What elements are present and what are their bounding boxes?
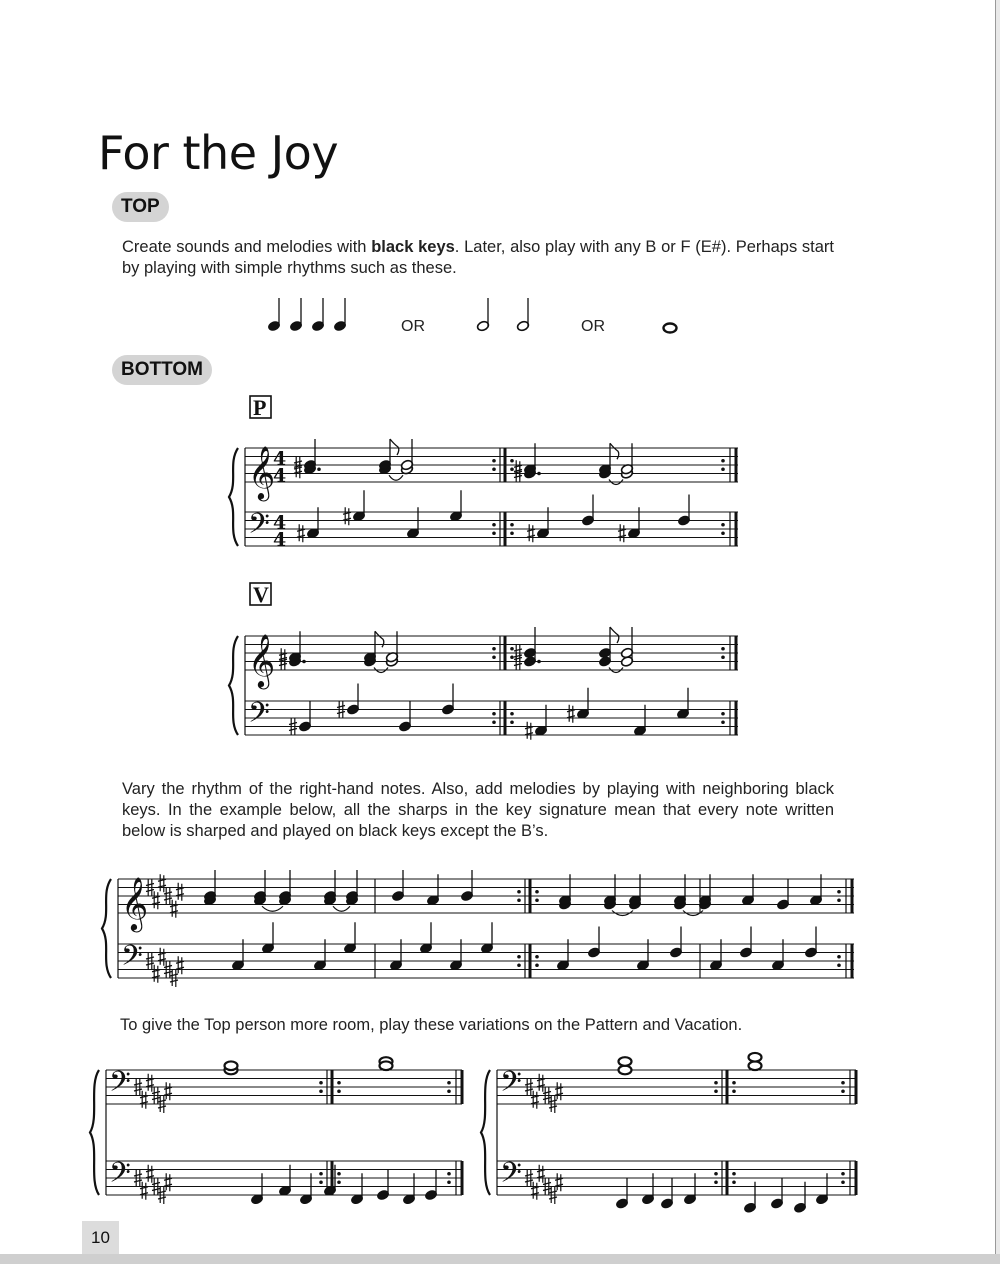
vacation-label: V <box>253 582 269 607</box>
dot <box>510 531 514 535</box>
dot <box>841 1089 845 1093</box>
dot <box>302 660 306 664</box>
whole-note <box>225 1061 238 1070</box>
sharp-sign <box>555 1082 563 1100</box>
sharp-sign <box>537 1165 545 1183</box>
dot <box>714 1180 718 1184</box>
sharp-sign <box>146 1165 154 1183</box>
tie <box>333 906 350 911</box>
note-flag <box>390 439 399 455</box>
dot <box>337 1172 341 1176</box>
dot <box>714 1172 718 1176</box>
dot <box>319 1089 323 1093</box>
dot <box>837 898 841 902</box>
dot <box>510 647 514 651</box>
dot <box>492 712 496 716</box>
sharp-sign <box>176 956 184 974</box>
room-paragraph: To give the Top person more room, play these variations on the Pattern and Vacation. <box>120 1016 743 1034</box>
bass-clef: 𝄢 <box>500 1156 522 1197</box>
sharp-sign <box>567 705 575 723</box>
dot <box>510 459 514 463</box>
brace <box>90 1070 99 1195</box>
sharp-sign <box>531 1182 539 1200</box>
dot <box>721 720 725 724</box>
treble-clef: 𝄞 <box>248 633 276 687</box>
dot <box>492 720 496 724</box>
dot <box>837 955 841 959</box>
bottom-section-label: BOTTOM <box>112 355 212 385</box>
dot <box>535 955 539 959</box>
dot <box>492 647 496 651</box>
variation-system <box>481 1053 856 1214</box>
time-sig-top: 4 <box>273 512 287 534</box>
sharp-sign <box>164 1173 172 1191</box>
dot <box>732 1172 736 1176</box>
dot <box>837 963 841 967</box>
or-label-2: OR <box>581 318 605 335</box>
tie <box>389 475 403 480</box>
page-number: 10 <box>82 1221 119 1254</box>
dot <box>447 1089 451 1093</box>
brace <box>229 448 238 546</box>
dot <box>317 467 321 471</box>
sharp-sign <box>146 1074 154 1092</box>
sharp-sign <box>527 524 535 542</box>
dot <box>535 890 539 894</box>
dot <box>841 1172 845 1176</box>
intro-text-1: Create sounds and melodies with <box>122 238 372 256</box>
dot <box>732 1180 736 1184</box>
sharp-sign <box>158 874 166 892</box>
bass-clef: 𝄢 <box>248 507 270 548</box>
long-system <box>102 870 854 987</box>
sharp-sign <box>170 900 178 918</box>
dot <box>721 531 725 535</box>
dot <box>732 1089 736 1093</box>
system <box>229 439 738 551</box>
dot <box>537 472 541 476</box>
dot <box>721 523 725 527</box>
dot <box>721 647 725 651</box>
whole-note <box>749 1061 762 1070</box>
dot <box>535 898 539 902</box>
or-label-1: OR <box>401 318 425 335</box>
dot <box>517 898 521 902</box>
dot <box>492 467 496 471</box>
sharp-sign <box>176 883 184 901</box>
dot <box>714 1089 718 1093</box>
dot <box>535 963 539 967</box>
dot <box>510 523 514 527</box>
treble-clef: 𝄞 <box>248 445 276 499</box>
dot <box>721 467 725 471</box>
sharp-sign <box>164 1082 172 1100</box>
intro-text-2: . Later, also play with any B or F (E#). Perhaps start by playing with simple rhythms such as these. <box>122 238 834 277</box>
staff-systems <box>90 439 856 1214</box>
page-title: For the Joy <box>98 126 339 180</box>
rhythm-examples <box>267 298 676 333</box>
time-sig-bottom: 4 <box>273 465 287 487</box>
dot <box>537 660 541 664</box>
time-sig-top: 4 <box>273 448 287 470</box>
dot <box>721 712 725 716</box>
sharp-sign <box>152 891 160 909</box>
dot <box>319 1180 323 1184</box>
sharp-sign <box>531 1091 539 1109</box>
tie <box>262 906 283 911</box>
sharp-sign <box>525 722 533 740</box>
dot <box>319 1172 323 1176</box>
whole-note <box>749 1053 762 1062</box>
pattern-label: P <box>253 395 267 420</box>
bass-clef: 𝄢 <box>248 696 270 737</box>
dot <box>510 467 514 471</box>
dot <box>492 523 496 527</box>
treble-clef: 𝄞 <box>121 876 149 930</box>
dot <box>721 655 725 659</box>
sharp-sign <box>152 965 160 983</box>
dot <box>447 1180 451 1184</box>
dot <box>337 1180 341 1184</box>
brace <box>229 636 238 735</box>
sharp-sign <box>297 524 305 542</box>
dot <box>319 1081 323 1085</box>
sharp-sign <box>140 1182 148 1200</box>
sharp-sign <box>140 1091 148 1109</box>
whole-note <box>619 1066 632 1075</box>
dot <box>492 531 496 535</box>
brace <box>102 879 111 978</box>
bass-clef: 𝄢 <box>500 1065 522 1106</box>
dot <box>510 720 514 724</box>
dot <box>841 1081 845 1085</box>
sharp-sign <box>618 524 626 542</box>
variation-system <box>90 1057 462 1205</box>
dot <box>837 890 841 894</box>
brace <box>481 1070 490 1195</box>
dot <box>517 890 521 894</box>
dot <box>447 1172 451 1176</box>
bass-clef: 𝄢 <box>109 1065 131 1106</box>
dot <box>492 459 496 463</box>
sharp-sign <box>537 1074 545 1092</box>
dot <box>510 712 514 716</box>
sharp-sign <box>555 1173 563 1191</box>
vary-paragraph: Vary the rhythm of the right-hand notes. Also, add melodies by playing with neighboring black keys. In the example below, all the sharps in the key signature mean that every note written below is sharped and played on black keys except the B’s. <box>122 780 834 840</box>
dot <box>337 1081 341 1085</box>
sharp-sign <box>343 507 351 525</box>
dot <box>841 1180 845 1184</box>
intro-bold: black keys <box>371 238 455 256</box>
bass-clef: 𝄢 <box>121 939 143 980</box>
sharp-sign <box>158 948 166 966</box>
dot <box>337 1089 341 1093</box>
time-sig-bottom: 4 <box>273 529 287 551</box>
top-section-label: TOP <box>112 192 169 222</box>
dot <box>732 1081 736 1085</box>
bass-clef: 𝄢 <box>109 1156 131 1197</box>
system <box>229 627 738 740</box>
whole-note <box>380 1061 393 1070</box>
dot <box>492 655 496 659</box>
dot <box>447 1081 451 1085</box>
note-flag <box>610 627 619 643</box>
dot <box>714 1081 718 1085</box>
dot <box>510 655 514 659</box>
dot <box>721 459 725 463</box>
whole-note <box>619 1057 632 1066</box>
dot <box>517 963 521 967</box>
dot <box>517 955 521 959</box>
whole-note <box>664 324 677 333</box>
